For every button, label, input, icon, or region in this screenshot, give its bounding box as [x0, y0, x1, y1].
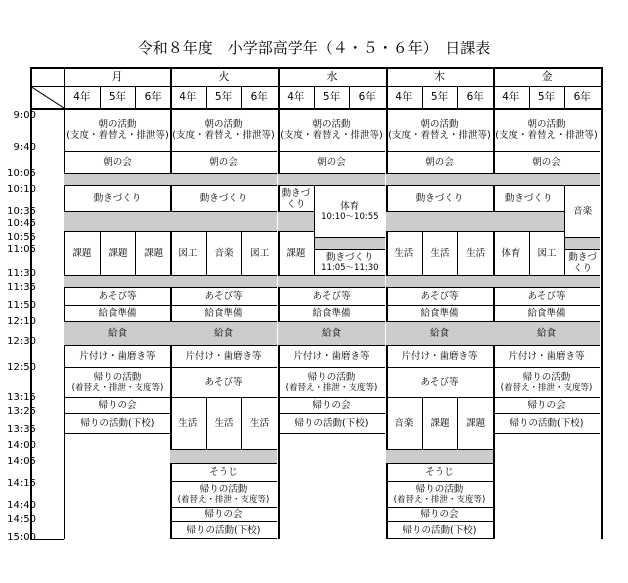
- grade-header: 5年: [322, 90, 341, 103]
- grade-header: 6年: [144, 90, 162, 103]
- morning-activity-cell: 朝の活動 (支度・着替え・排泄等): [170, 108, 277, 152]
- grade-header: 4年: [502, 90, 520, 103]
- closing-meeting-cell: 帰りの会: [64, 398, 171, 414]
- seikatsu-cell: 生活: [206, 398, 242, 450]
- morning-meeting-cell: 朝の会: [278, 152, 385, 174]
- time-label: 9:40: [13, 142, 36, 153]
- time-label: 13:25: [7, 406, 36, 417]
- seikatsu-cell: 生活: [170, 398, 206, 450]
- play-cell: あそび等: [170, 288, 277, 306]
- movement-cell: 動きづくり: [386, 186, 493, 212]
- grade-header: 6年: [573, 90, 591, 103]
- grade-header: 6年: [358, 90, 376, 103]
- break-cell: [386, 276, 493, 288]
- zuko-cell: 図工: [241, 232, 277, 276]
- break-cell: [170, 212, 277, 232]
- cleanup-cell: 片付け・歯磨き等: [386, 346, 493, 368]
- movement-cell: 動きづくり 11:05～11:30: [314, 250, 385, 276]
- time-label: 14:40: [7, 500, 36, 511]
- grid-line: [422, 86, 423, 108]
- time-label: 10:45: [7, 218, 36, 229]
- morning-meeting-cell: 朝の会: [386, 152, 493, 174]
- time-label: 11:50: [7, 300, 36, 311]
- morning-meeting-cell: 朝の会: [493, 152, 600, 174]
- time-label: 9:00: [13, 110, 36, 121]
- day-header: 水: [326, 70, 338, 83]
- break-cell: [386, 212, 493, 232]
- kadai-cell: 課題: [457, 398, 493, 450]
- break-cell: [64, 276, 171, 288]
- grid-line: [30, 67, 32, 539]
- souji-cell: そうじ: [386, 464, 493, 482]
- grade-header: 5年: [108, 90, 127, 103]
- break-cell: [170, 276, 277, 288]
- grade-header: 6年: [466, 90, 484, 103]
- day-header: 月: [111, 70, 123, 83]
- seikatsu-cell: 生活: [241, 398, 277, 450]
- cleanup-cell: 片付け・歯磨き等: [493, 346, 600, 368]
- movement-cell: 動きづくり: [64, 186, 171, 212]
- lunch-prep-cell: 給食準備: [170, 306, 277, 322]
- break-cell: [170, 450, 277, 464]
- going-home-leave-cell: 帰りの活動(下校): [493, 414, 600, 434]
- corner-diagonal: [30, 86, 64, 108]
- lunch-prep-cell: 給食準備: [64, 306, 171, 322]
- play-cell: あそび等: [64, 288, 171, 306]
- grade-header: 4年: [287, 90, 305, 103]
- break-cell: [64, 212, 171, 232]
- grade-header: 6年: [250, 90, 268, 103]
- break-cell: [64, 174, 171, 186]
- zuko-cell: 図工: [170, 232, 206, 276]
- page-title: 令和８年度 小学部高学年（４・５・６年） 日課表: [137, 39, 491, 57]
- time-label: 12:50: [7, 362, 36, 373]
- zuko-cell: 図工: [529, 232, 565, 276]
- break-cell: [493, 276, 600, 288]
- grid-line: [206, 86, 207, 108]
- break-cell: [564, 238, 600, 250]
- morning-meeting-cell: 朝の会: [64, 152, 171, 174]
- break-cell: [278, 174, 385, 186]
- time-label: 14:15: [7, 478, 36, 489]
- time-label: 10:55: [7, 232, 36, 243]
- going-home-leave-cell: 帰りの活動(下校): [64, 414, 171, 434]
- time-label: 14:00: [7, 440, 36, 451]
- movement-cell: 動きづ くり: [278, 186, 314, 212]
- break-cell: [493, 212, 564, 232]
- souji-cell: そうじ: [170, 464, 277, 482]
- break-cell: [278, 212, 314, 232]
- time-label: 11:05: [7, 244, 36, 255]
- lunch-prep-cell: 給食準備: [278, 306, 385, 322]
- grade-header: 5年: [214, 90, 233, 103]
- lunch-prep-cell: 給食準備: [493, 306, 600, 322]
- seikatsu-cell: 生活: [422, 232, 458, 276]
- grid-line: [457, 86, 458, 108]
- closing-meeting-cell: 帰りの会: [386, 508, 493, 522]
- day-header: 木: [434, 70, 445, 83]
- day-header: 金: [541, 70, 553, 83]
- grade-header: 4年: [179, 90, 197, 103]
- seikatsu-cell: 生活: [386, 232, 422, 276]
- time-label: 12:30: [7, 336, 36, 347]
- grid-line: [30, 539, 64, 540]
- break-cell: [314, 238, 385, 250]
- kadai-cell: 課題: [64, 232, 100, 276]
- morning-activity-cell: 朝の活動 (支度・着替え・排泄等): [64, 108, 171, 152]
- morning-meeting-cell: 朝の会: [170, 152, 277, 174]
- time-label: 10:35: [7, 206, 36, 217]
- grid-line: [564, 86, 565, 108]
- grid-line: [529, 86, 530, 108]
- lunch-cell: 給食: [386, 322, 493, 346]
- time-label: 13:15: [7, 392, 36, 403]
- lunch-cell: 給食: [493, 322, 600, 346]
- grid-line: [314, 86, 315, 108]
- grade-header: 5年: [430, 90, 449, 103]
- play-cell: あそび等: [278, 288, 385, 306]
- time-label: 15:00: [7, 532, 36, 543]
- cleanup-cell: 片付け・歯磨き等: [278, 346, 385, 368]
- play-cell: あそび等: [170, 368, 277, 398]
- cleanup-cell: 片付け・歯磨き等: [170, 346, 277, 368]
- time-label: 10:05: [7, 168, 36, 179]
- time-label: 13:35: [7, 424, 36, 435]
- grade-header: 4年: [73, 90, 91, 103]
- grid-line: [601, 67, 603, 539]
- break-cell: [278, 276, 385, 288]
- break-cell: [386, 450, 493, 464]
- lunch-prep-cell: 給食準備: [386, 306, 493, 322]
- movement-cell: 動きづくり: [493, 186, 564, 212]
- play-cell: あそび等: [386, 288, 493, 306]
- lunch-cell: 給食: [170, 322, 277, 346]
- time-label: 11:30: [7, 268, 36, 279]
- closing-meeting-cell: 帰りの会: [278, 398, 385, 414]
- going-home-leave-cell: 帰りの活動(下校): [170, 522, 277, 539]
- closing-meeting-cell: 帰りの会: [170, 508, 277, 522]
- kadai-cell: 課題: [422, 398, 458, 450]
- morning-activity-cell: 朝の活動 (支度・着替え・排泄等): [386, 108, 493, 152]
- pe-cell: 体育: [493, 232, 529, 276]
- going-home-cell: 帰りの活動 (着替え・排泄・支度等): [170, 482, 277, 508]
- lunch-cell: 給食: [278, 322, 385, 346]
- grid-line: [135, 86, 136, 108]
- going-home-cell: 帰りの活動 (着替え・排泄・支度等): [278, 368, 385, 398]
- time-label: 14:50: [7, 514, 36, 525]
- time-label: 11:35: [7, 282, 36, 293]
- going-home-cell: 帰りの活動 (着替え・排泄・支度等): [386, 482, 493, 508]
- going-home-leave-cell: 帰りの活動(下校): [278, 414, 385, 434]
- cleanup-cell: 片付け・歯磨き等: [64, 346, 171, 368]
- morning-activity-cell: 朝の活動 (支度・着替え・排泄等): [278, 108, 385, 152]
- break-cell: [386, 174, 493, 186]
- time-label: 14:05: [7, 456, 36, 467]
- day-header: 火: [218, 70, 230, 83]
- grid-line: [100, 86, 101, 108]
- movement-cell: 動きづ くり: [564, 250, 600, 276]
- pe-cell: 体育 10:10～10:55: [314, 186, 385, 238]
- grade-header: 4年: [395, 90, 413, 103]
- music-cell: 音楽: [564, 186, 600, 238]
- grid-line: [241, 86, 242, 108]
- kadai-cell: 課題: [100, 232, 136, 276]
- going-home-leave-cell: 帰りの活動(下校): [386, 522, 493, 539]
- music-cell: 音楽: [206, 232, 242, 276]
- seikatsu-cell: 生活: [457, 232, 493, 276]
- play-cell: あそび等: [386, 368, 493, 398]
- grade-header: 5年: [537, 90, 556, 103]
- going-home-cell: 帰りの活動 (着替え・排泄・支度等): [64, 368, 171, 398]
- movement-cell: 動きづくり: [170, 186, 277, 212]
- kadai-cell: 課題: [278, 232, 314, 276]
- break-cell: [493, 174, 600, 186]
- kadai-cell: 課題: [135, 232, 171, 276]
- closing-meeting-cell: 帰りの会: [493, 398, 600, 414]
- lunch-cell: 給食: [64, 322, 171, 346]
- time-label: 12:10: [7, 316, 36, 327]
- break-cell: [170, 174, 277, 186]
- music-cell: 音楽: [386, 398, 422, 450]
- morning-activity-cell: 朝の活動 (支度・着替え・排泄等): [493, 108, 600, 152]
- time-label: 10:10: [7, 184, 36, 195]
- grid-line: [349, 86, 350, 108]
- going-home-cell: 帰りの活動 (着替え・排泄・支度等): [493, 368, 600, 398]
- play-cell: あそび等: [493, 288, 600, 306]
